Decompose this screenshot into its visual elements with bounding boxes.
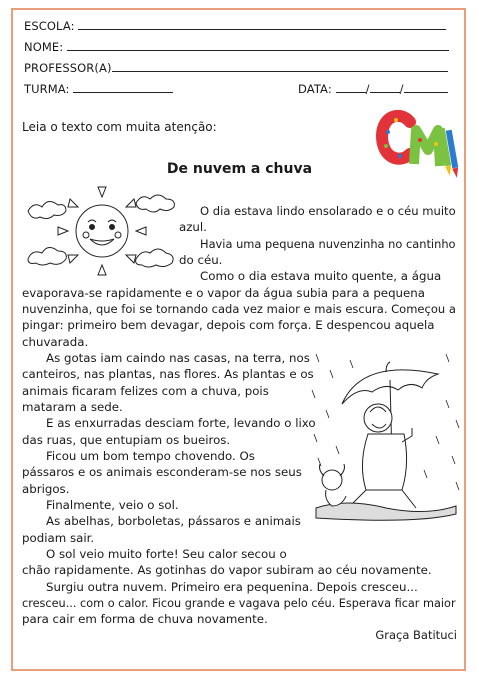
text-line: O dia estava lindo ensolarado e o céu muito	[200, 204, 456, 218]
school-field[interactable]	[24, 19, 446, 33]
text-line: podiam sair.	[22, 531, 95, 545]
text-line: para cair em forma de chuva novamente.	[22, 612, 268, 626]
date-field[interactable]: DATA: / /	[298, 82, 448, 96]
text-line: Surgiu outra nuvem. Primeiro era pequenina. Depois cresceu...	[46, 580, 418, 594]
class-label: TURMA:	[24, 82, 70, 96]
text-line: O sol veio muito forte! Seu calor secou o	[46, 547, 287, 561]
text-line: Finalmente, veio o sol.	[46, 498, 179, 512]
text-line: pingar: primeiro bem devagar, depois com força. E despencou aquela	[22, 318, 435, 332]
text-line: canteiros, nas plantas, nas flores. As plantas e os	[22, 367, 314, 381]
text-line: pássaros e os animais esconderam-se nos seus	[22, 465, 302, 479]
text-line: nuvenzinha, que foi se tornando cada vez maior e mais escura. Começou a	[22, 302, 456, 316]
text-line: Ficou um bom tempo chovendo. Os	[46, 449, 255, 463]
story-title: De nuvem a chuva	[166, 161, 313, 177]
sun-clouds-illustration-icon	[24, 183, 180, 279]
author-signature: Graça Batituci	[375, 628, 457, 642]
text-line: E as enxurradas desciam forte, levando o lixo	[46, 416, 316, 430]
rain-man-dog-illustration-icon	[306, 350, 466, 528]
text-line: chuvarada.	[22, 335, 89, 349]
class-field[interactable]	[24, 82, 173, 96]
text-line: cresceu... com o calor. Ficou grande e vagava pelo céu. Esperava ficar maior	[22, 596, 456, 610]
text-line: As abelhas, borboletas, pássaros e animais	[46, 514, 301, 528]
teacher-label: PROFESSOR(A)	[24, 61, 112, 75]
text-line: das ruas, que entupiam os bueiros.	[22, 433, 231, 447]
text-line: azul.	[179, 220, 207, 234]
text-line: animais ficaram felizes com a chuva, pois	[22, 384, 269, 398]
text-line: evaporava-se rapidamente e o vapor da água subia para a pequena	[22, 286, 425, 300]
text-line: As gotas iam caindo nas casas, na terra, nos	[46, 351, 310, 365]
text-line: Como o dia estava muito quente, a água	[200, 269, 442, 283]
text-line: abrigos.	[22, 482, 70, 496]
text-line: do céu.	[179, 253, 223, 267]
date-label: DATA:	[298, 82, 332, 96]
text-line: chão rapidamente. As gotinhas do vapor subiram ao céu novamente.	[22, 563, 432, 577]
teacher-field[interactable]	[24, 61, 448, 75]
name-label: NOME:	[24, 40, 64, 54]
text-line: Havia uma pequena nuvenzinha no cantinho	[200, 237, 456, 251]
school-label: ESCOLA:	[24, 19, 75, 33]
name-field[interactable]	[24, 40, 449, 54]
text-line: mataram a sede.	[22, 400, 123, 414]
instruction-text: Leia o texto com muita atenção:	[22, 120, 217, 134]
